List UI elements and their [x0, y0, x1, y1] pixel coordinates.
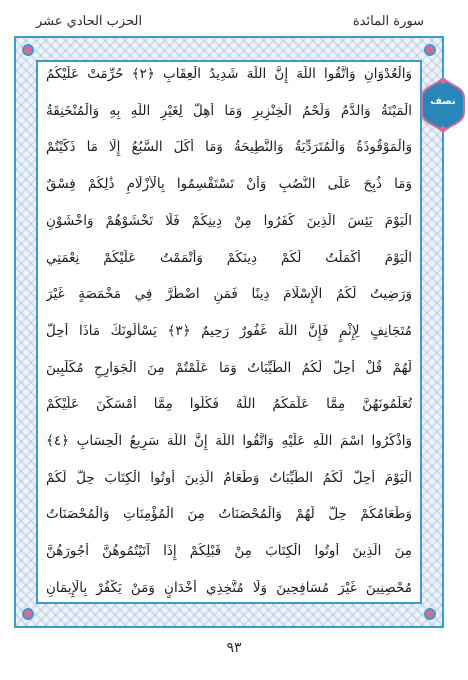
corner-ornament-icon — [18, 40, 38, 60]
corner-ornament-icon — [420, 40, 440, 60]
hizb-name-header: الحزب الحادي عشر — [36, 14, 143, 29]
corner-ornament-icon — [420, 604, 440, 624]
text-line: وَمَا ذُبِحَ عَلَى النُّصُبِ وَأَنْ تَسْتَقْسِمُوا بِالْأَزْلَامِ ذَٰلِكُمْ فِسْقٌ — [46, 176, 412, 193]
text-line: مُحْصِنِينَ غَيْرَ مُسَافِحِينَ وَلَا مُتَّخِذِي أَخْدَانٍ وَمَنْ يَكْفُرْ بِالْإِيمَانِ — [46, 579, 412, 596]
text-line: وَطَعَامُكُمْ حِلٌّ لَهُمْ وَالْمُحْصَنَاتُ مِنَ الْمُؤْمِنَاتِ وَالْمُحْصَنَاتُ — [46, 506, 412, 523]
text-line: وَاذْكُرُوا اسْمَ اللَّهِ عَلَيْهِ وَاتَّقُوا اللَّهَ إِنَّ اللَّهَ سَرِيعُ الْحِسَابِ ﴿٤﴾ — [46, 433, 412, 450]
page-number: ٩٣ — [226, 640, 242, 656]
surah-name-header: سورة المائدة — [352, 14, 424, 29]
text-line: الْيَوْمَ أَكْمَلْتُ لَكُمْ دِينَكُمْ وَأَتْمَمْتُ عَلَيْكُمْ نِعْمَتِي — [46, 249, 412, 266]
text-line: مُتَجَانِفٍ لِإِثْمٍ فَإِنَّ اللَّهَ غَفُورٌ رَحِيمٌ ﴿٣﴾ يَسْأَلُونَكَ مَاذَا أُحِلَّ — [46, 322, 412, 339]
corner-ornament-icon — [18, 604, 38, 624]
text-line: الْيَوْمَ أُحِلَّ لَكُمُ الطَّيِّبَاتُ وَطَعَامُ الَّذِينَ أُوتُوا الْكِتَابَ حِلٌّ لَكُمْ — [46, 469, 412, 486]
text-line: الْمَيْتَةُ وَالدَّمُ وَلَحْمُ الْخِنْزِيرِ وَمَا أُهِلَّ لِغَيْرِ اللَّهِ بِهِ وَالْمُنْخَنِقَةُ — [46, 102, 412, 119]
text-line: تُعَلِّمُونَهُنَّ مِمَّا عَلَّمَكُمُ اللَّهُ فَكُلُوا مِمَّا أَمْسَكْنَ عَلَيْكُمْ — [46, 396, 412, 413]
text-line: مِنَ الَّذِينَ أُوتُوا الْكِتَابَ مِنْ قَبْلِكُمْ إِذَا آتَيْتُمُوهُنَّ أُجُورَهُنَّ — [46, 543, 412, 560]
text-line: لَهُمْ قُلْ أُحِلَّ لَكُمُ الطَّيِّبَاتُ وَمَا عَلَّمْتُمْ مِنَ الْجَوَارِحِ مُكَلِّبِينَ — [46, 359, 412, 376]
half-hizb-marker-label: نصف — [430, 96, 456, 107]
text-line: وَالْعُدْوَانِ وَاتَّقُوا اللَّهَ إِنَّ اللَّهَ شَدِيدُ الْعِقَابِ ﴿٢﴾ حُرِّمَتْ عَلَيْكُمُ — [46, 66, 412, 82]
text-line: الْيَوْمَ يَئِسَ الَّذِينَ كَفَرُوا مِنْ دِينِكُمْ فَلَا تَخْشَوْهُمْ وَاخْشَوْنِ — [46, 212, 412, 229]
quran-text — [46, 66, 412, 600]
text-line: وَالْمَوْقُوذَةُ وَالْمُتَرَدِّيَةُ وَالنَّطِيحَةُ وَمَا أَكَلَ السَّبُعُ إِلَّا مَا ذَكَّيْتُمْ — [46, 139, 412, 156]
text-line: وَرَضِيتُ لَكُمُ الْإِسْلَامَ دِينًا فَمَنِ اضْطُرَّ فِي مَخْمَصَةٍ غَيْرَ — [46, 286, 412, 303]
